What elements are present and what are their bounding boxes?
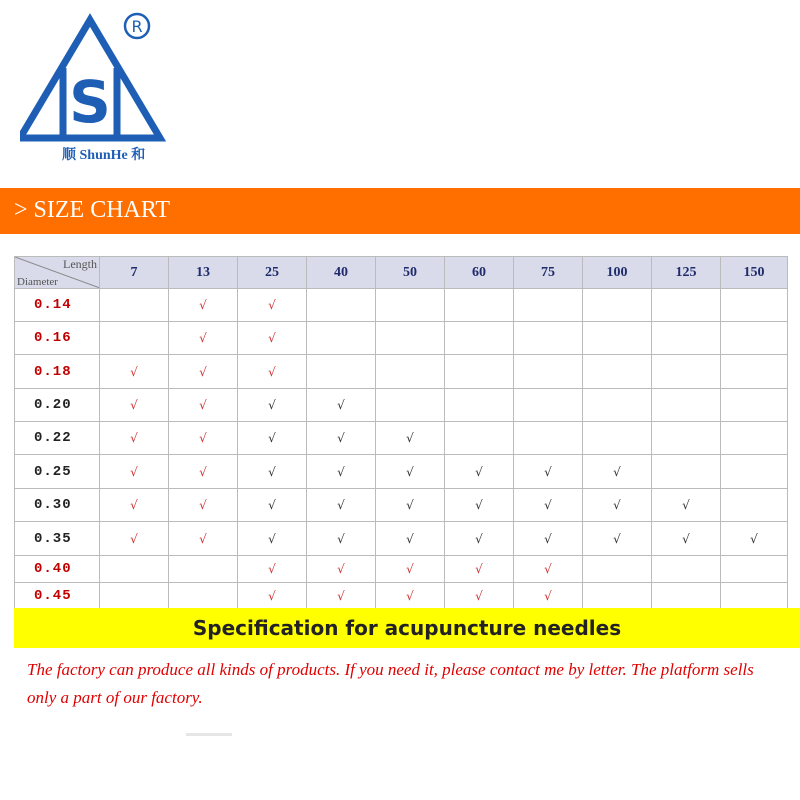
empty-cell	[376, 389, 445, 422]
availability-check: √	[376, 522, 445, 556]
corner-header	[15, 257, 100, 289]
availability-check: √	[514, 455, 583, 489]
logo-letter: S	[69, 68, 111, 136]
table-row	[15, 322, 788, 355]
spec-title: Specification for acupuncture needles	[192, 616, 622, 640]
table-row	[15, 522, 788, 556]
availability-check: √	[238, 389, 307, 422]
availability-check: √	[652, 489, 721, 522]
empty-cell	[100, 289, 169, 322]
availability-check: √	[238, 455, 307, 489]
availability-check: √	[445, 489, 514, 522]
empty-cell	[652, 583, 721, 610]
empty-cell	[307, 322, 376, 355]
availability-check: √	[376, 583, 445, 610]
availability-check: √	[238, 355, 307, 389]
length-header: 7	[100, 257, 169, 289]
empty-cell	[652, 389, 721, 422]
banner-title: > SIZE CHART	[14, 197, 171, 223]
table-row	[15, 489, 788, 522]
availability-check: √	[583, 455, 652, 489]
availability-check: √	[238, 522, 307, 556]
empty-cell	[445, 422, 514, 455]
empty-cell	[376, 355, 445, 389]
availability-check: √	[376, 455, 445, 489]
availability-check: √	[100, 522, 169, 556]
decorative-smudge	[186, 733, 232, 736]
length-header: 150	[721, 257, 788, 289]
empty-cell	[307, 289, 376, 322]
diameter-cell: 0.30	[15, 489, 100, 522]
availability-check: √	[376, 489, 445, 522]
diameter-label: Diameter	[17, 276, 58, 288]
availability-check: √	[100, 355, 169, 389]
availability-check: √	[100, 455, 169, 489]
length-header: 100	[583, 257, 652, 289]
length-header: 50	[376, 257, 445, 289]
empty-cell	[583, 389, 652, 422]
availability-check: √	[376, 422, 445, 455]
availability-check: √	[445, 522, 514, 556]
empty-cell	[445, 322, 514, 355]
empty-cell	[721, 422, 788, 455]
table-row	[15, 389, 788, 422]
availability-check: √	[307, 422, 376, 455]
availability-check: √	[445, 583, 514, 610]
length-header: 40	[307, 257, 376, 289]
empty-cell	[376, 322, 445, 355]
empty-cell	[583, 583, 652, 610]
empty-cell	[583, 289, 652, 322]
availability-check: √	[514, 522, 583, 556]
empty-cell	[583, 355, 652, 389]
factory-note: The factory can produce all kinds of products. If you need it, please contact me by letter. The platform sells only a part of our factory.	[27, 660, 754, 707]
size-chart-table	[14, 256, 788, 610]
empty-cell	[721, 455, 788, 489]
availability-check: √	[238, 289, 307, 322]
empty-cell	[100, 556, 169, 583]
table-row	[15, 289, 788, 322]
empty-cell	[721, 583, 788, 610]
diameter-cell: 0.16	[15, 322, 100, 355]
table-row	[15, 556, 788, 583]
availability-check: √	[721, 522, 788, 556]
availability-check: √	[238, 422, 307, 455]
empty-cell	[514, 355, 583, 389]
availability-check: √	[169, 322, 238, 355]
availability-check: √	[514, 583, 583, 610]
diameter-cell: 0.40	[15, 556, 100, 583]
diameter-cell: 0.14	[15, 289, 100, 322]
empty-cell	[652, 455, 721, 489]
length-label: Length	[63, 257, 97, 271]
empty-cell	[514, 389, 583, 422]
diameter-cell: 0.35	[15, 522, 100, 556]
spec-bar	[14, 608, 800, 648]
brand-name: 顺 ShunHe 和	[62, 148, 146, 163]
diameter-cell: 0.22	[15, 422, 100, 455]
empty-cell	[652, 322, 721, 355]
availability-check: √	[100, 489, 169, 522]
length-header: 75	[514, 257, 583, 289]
diameter-cell: 0.18	[15, 355, 100, 389]
empty-cell	[652, 289, 721, 322]
length-header: 25	[238, 257, 307, 289]
availability-check: √	[169, 422, 238, 455]
empty-cell	[445, 389, 514, 422]
availability-check: √	[514, 556, 583, 583]
empty-cell	[514, 289, 583, 322]
availability-check: √	[652, 522, 721, 556]
diameter-cell: 0.25	[15, 455, 100, 489]
availability-check: √	[169, 389, 238, 422]
empty-cell	[445, 289, 514, 322]
empty-cell	[583, 322, 652, 355]
availability-check: √	[307, 455, 376, 489]
empty-cell	[100, 322, 169, 355]
empty-cell	[721, 289, 788, 322]
availability-check: √	[307, 556, 376, 583]
availability-check: √	[307, 522, 376, 556]
header-row	[15, 257, 788, 289]
availability-check: √	[238, 489, 307, 522]
size-chart-banner	[0, 188, 800, 234]
availability-check: √	[100, 389, 169, 422]
length-header: 13	[169, 257, 238, 289]
empty-cell	[445, 355, 514, 389]
empty-cell	[721, 322, 788, 355]
length-header: 60	[445, 257, 514, 289]
empty-cell	[721, 355, 788, 389]
availability-check: √	[238, 556, 307, 583]
availability-check: √	[169, 522, 238, 556]
empty-cell	[652, 422, 721, 455]
empty-cell	[100, 583, 169, 610]
availability-check: √	[307, 489, 376, 522]
availability-check: √	[514, 489, 583, 522]
empty-cell	[721, 556, 788, 583]
availability-check: √	[583, 522, 652, 556]
diameter-cell: 0.20	[15, 389, 100, 422]
availability-check: √	[445, 556, 514, 583]
table-row	[15, 583, 788, 610]
availability-check: √	[583, 489, 652, 522]
empty-cell	[376, 289, 445, 322]
empty-cell	[721, 489, 788, 522]
empty-cell	[514, 322, 583, 355]
empty-cell	[583, 556, 652, 583]
availability-check: √	[169, 289, 238, 322]
availability-check: √	[100, 422, 169, 455]
empty-cell	[721, 389, 788, 422]
availability-check: √	[169, 455, 238, 489]
table-body	[15, 289, 788, 610]
empty-cell	[514, 422, 583, 455]
table-row	[15, 422, 788, 455]
availability-check: √	[169, 355, 238, 389]
empty-cell	[583, 422, 652, 455]
availability-check: √	[238, 322, 307, 355]
empty-cell	[169, 583, 238, 610]
empty-cell	[169, 556, 238, 583]
availability-check: √	[169, 489, 238, 522]
empty-cell	[652, 355, 721, 389]
availability-check: √	[307, 389, 376, 422]
availability-check: √	[238, 583, 307, 610]
registered-mark: R	[131, 17, 143, 36]
empty-cell	[652, 556, 721, 583]
availability-check: √	[307, 583, 376, 610]
empty-cell	[307, 355, 376, 389]
table-row	[15, 455, 788, 489]
diameter-cell: 0.45	[15, 583, 100, 610]
availability-check: √	[376, 556, 445, 583]
availability-check: √	[445, 455, 514, 489]
table-row	[15, 355, 788, 389]
length-header: 125	[652, 257, 721, 289]
